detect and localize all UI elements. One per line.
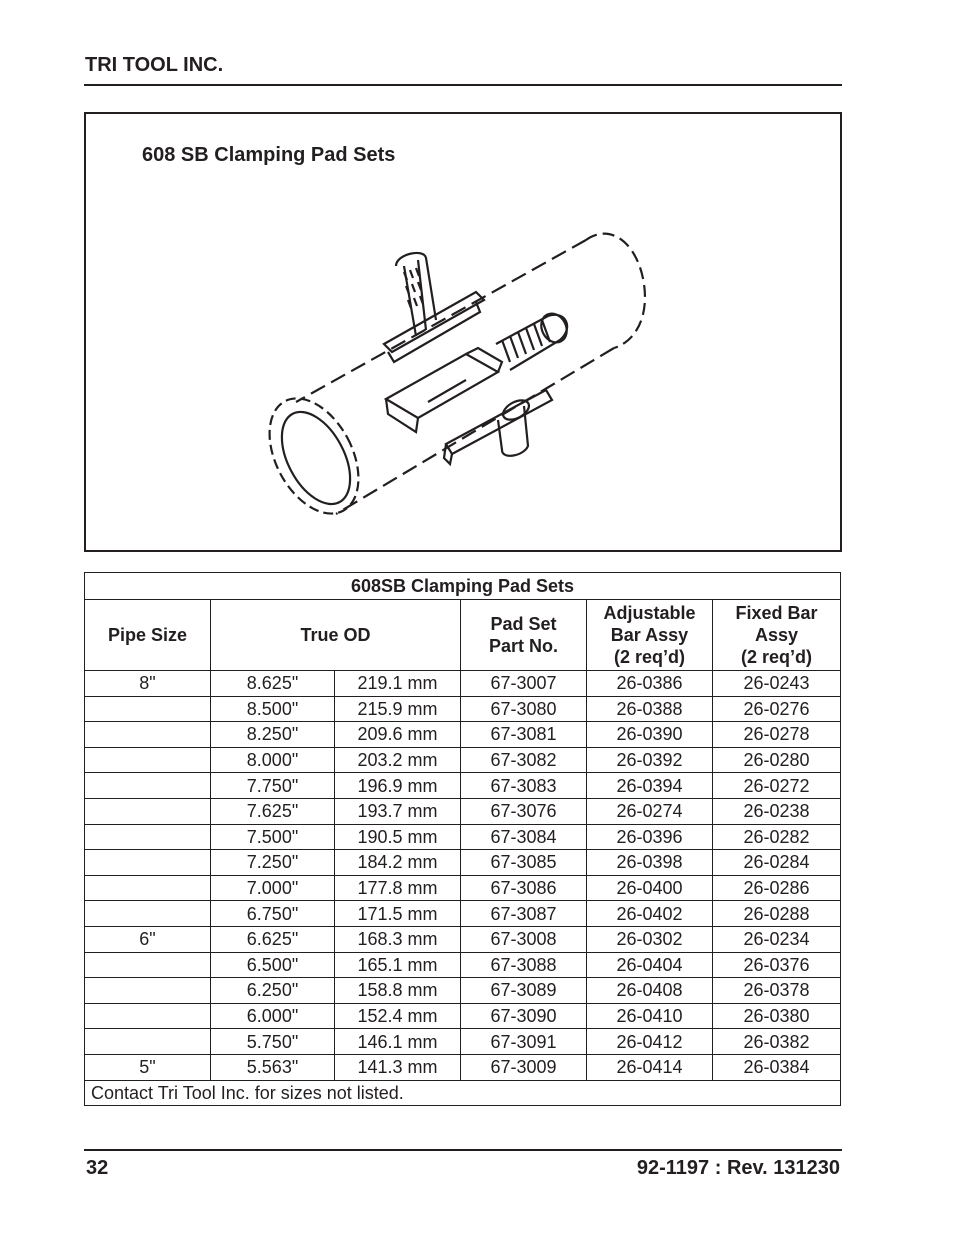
cell-od-mm: 152.4 mm [335,1003,461,1029]
cell-adjustable-bar: 26-0402 [587,901,713,927]
col-header-adjustable-line: Adjustable [603,603,696,623]
cell-fixed-bar: 26-0288 [713,901,841,927]
cell-od-mm: 158.8 mm [335,978,461,1004]
col-header-pad-set-line: Part No. [488,636,558,656]
cell-od-mm: 141.3 mm [335,1054,461,1080]
table-row [85,850,841,876]
cell-od-inch: 6.500" [211,952,335,978]
document-revision: 92-1197 : Rev. 131230 [636,1157,840,1179]
cell-od-inch: 6.750" [211,901,335,927]
cell-od-inch: 5.563" [211,1054,335,1080]
cell-pad-set: 67-3087 [461,901,587,927]
cell-od-mm: 215.9 mm [335,696,461,722]
table-row [85,952,841,978]
cell-pipe-size [85,952,211,978]
cell-fixed-bar: 26-0276 [713,696,841,722]
col-header-adjustable-line: (2 req’d) [613,647,685,667]
cell-adjustable-bar: 26-0414 [587,1054,713,1080]
cell-pipe-size [85,978,211,1004]
cell-pad-set: 67-3076 [461,798,587,824]
cell-od-mm: 196.9 mm [335,773,461,799]
table-row [85,978,841,1004]
cell-adjustable-bar: 26-0302 [587,926,713,952]
footer-rule [84,1149,842,1151]
cell-pipe-size [85,824,211,850]
col-header-fixed-line: Fixed Bar [735,603,818,623]
figure-box [84,112,842,552]
cell-pad-set: 67-3085 [461,850,587,876]
cell-pipe-size [85,722,211,748]
cell-pipe-size [85,875,211,901]
cell-od-inch: 8.500" [211,696,335,722]
cell-adjustable-bar: 26-0400 [587,875,713,901]
cell-fixed-bar: 26-0376 [713,952,841,978]
cell-adjustable-bar: 26-0408 [587,978,713,1004]
cell-od-inch: 8.250" [211,722,335,748]
cell-pad-set: 67-3083 [461,773,587,799]
cell-fixed-bar: 26-0378 [713,978,841,1004]
cell-adjustable-bar: 26-0412 [587,1029,713,1055]
cell-adjustable-bar: 26-0392 [587,747,713,773]
cell-od-inch: 8.000" [211,747,335,773]
table-row [85,722,841,748]
table-row [85,1029,841,1055]
cell-fixed-bar: 26-0380 [713,1003,841,1029]
table-body [85,671,841,1081]
cell-pipe-size [85,747,211,773]
cell-pad-set: 67-3086 [461,875,587,901]
pad-sets-table [84,572,841,1106]
table-row [85,671,841,697]
cell-adjustable-bar: 26-0388 [587,696,713,722]
clamping-pad-illustration [266,224,686,534]
table-row [85,824,841,850]
cell-pad-set: 67-3009 [461,1054,587,1080]
col-header-adjustable-bar [587,600,713,671]
cell-fixed-bar: 26-0278 [713,722,841,748]
cell-fixed-bar: 26-0286 [713,875,841,901]
table-row [85,1003,841,1029]
cell-adjustable-bar: 26-0386 [587,671,713,697]
cell-od-mm: 168.3 mm [335,926,461,952]
cell-fixed-bar: 26-0384 [713,1054,841,1080]
cell-pipe-size [85,696,211,722]
cell-od-mm: 171.5 mm [335,901,461,927]
cell-pad-set: 67-3090 [461,1003,587,1029]
table-row [85,798,841,824]
cell-od-mm: 190.5 mm [335,824,461,850]
cell-fixed-bar: 26-0272 [713,773,841,799]
cell-od-mm: 165.1 mm [335,952,461,978]
cell-fixed-bar: 26-0284 [713,850,841,876]
cell-od-inch: 6.250" [211,978,335,1004]
col-header-true-od: True OD [211,600,461,671]
cell-od-mm: 177.8 mm [335,875,461,901]
cell-pipe-size [85,798,211,824]
table-row [85,747,841,773]
table-row [85,696,841,722]
cell-fixed-bar: 26-0282 [713,824,841,850]
cell-adjustable-bar: 26-0398 [587,850,713,876]
cell-pipe-size: 8" [85,671,211,697]
cell-pad-set: 67-3088 [461,952,587,978]
cell-fixed-bar: 26-0243 [713,671,841,697]
table-row [85,773,841,799]
cell-od-inch: 7.500" [211,824,335,850]
cell-fixed-bar: 26-0382 [713,1029,841,1055]
col-header-fixed-line: Assy [754,625,799,645]
cell-pad-set: 67-3089 [461,978,587,1004]
cell-pad-set: 67-3008 [461,926,587,952]
table-row [85,926,841,952]
col-header-pipe-size: Pipe Size [85,600,211,671]
header-rule [84,84,842,86]
cell-adjustable-bar: 26-0274 [587,798,713,824]
cell-od-inch: 7.625" [211,798,335,824]
cell-od-inch: 6.000" [211,1003,335,1029]
col-header-fixed-line: (2 req’d) [741,647,813,667]
col-header-pad-set [461,600,587,671]
cell-od-inch: 5.750" [211,1029,335,1055]
cell-od-mm: 146.1 mm [335,1029,461,1055]
table-row [85,875,841,901]
table-note: Contact Tri Tool Inc. for sizes not listed. [85,1080,841,1106]
cell-adjustable-bar: 26-0396 [587,824,713,850]
cell-pipe-size [85,850,211,876]
cell-od-mm: 219.1 mm [335,671,461,697]
cell-od-inch: 7.750" [211,773,335,799]
cell-pad-set: 67-3084 [461,824,587,850]
pad-sets-table-wrapper [84,572,840,1106]
cell-pipe-size [85,1003,211,1029]
col-header-pad-set-line: Pad Set [490,614,557,634]
cell-pipe-size [85,1029,211,1055]
cell-pipe-size: 6" [85,926,211,952]
cell-od-inch: 8.625" [211,671,335,697]
cell-pad-set: 67-3082 [461,747,587,773]
company-name: TRI TOOL INC. [85,54,224,76]
col-header-adjustable-line: Bar Assy [610,625,689,645]
cell-od-mm: 193.7 mm [335,798,461,824]
cell-od-inch: 7.000" [211,875,335,901]
table-row [85,901,841,927]
page-number: 32 [86,1157,109,1179]
cell-fixed-bar: 26-0234 [713,926,841,952]
cell-od-inch: 7.250" [211,850,335,876]
cell-adjustable-bar: 26-0394 [587,773,713,799]
cell-pad-set: 67-3091 [461,1029,587,1055]
table-caption: 608SB Clamping Pad Sets [85,573,841,600]
cell-od-mm: 203.2 mm [335,747,461,773]
cell-pipe-size [85,773,211,799]
cell-od-mm: 209.6 mm [335,722,461,748]
cell-pad-set: 67-3081 [461,722,587,748]
col-header-fixed-bar [713,600,841,671]
cell-od-inch: 6.625" [211,926,335,952]
cell-pad-set: 67-3080 [461,696,587,722]
cell-adjustable-bar: 26-0390 [587,722,713,748]
cell-pad-set: 67-3007 [461,671,587,697]
cell-pipe-size [85,901,211,927]
cell-od-mm: 184.2 mm [335,850,461,876]
cell-adjustable-bar: 26-0404 [587,952,713,978]
cell-adjustable-bar: 26-0410 [587,1003,713,1029]
figure-title: 608 SB Clamping Pad Sets [142,144,396,166]
table-row [85,1054,841,1080]
cell-fixed-bar: 26-0238 [713,798,841,824]
cell-pipe-size: 5" [85,1054,211,1080]
cell-fixed-bar: 26-0280 [713,747,841,773]
